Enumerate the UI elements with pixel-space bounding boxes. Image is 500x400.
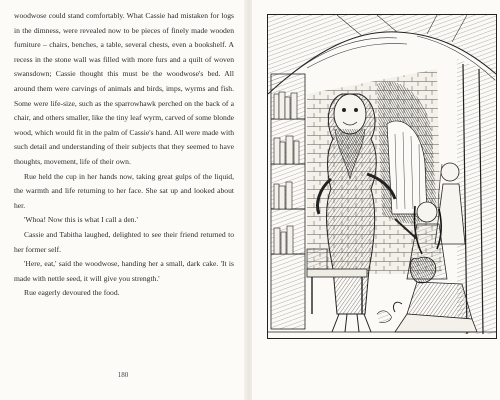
right-page [252,0,500,400]
paragraph: Rue eagerly devoured the food. [24,288,120,298]
paragraph: Rue held the cup in her hands now, taking great gulps of the liquid, the warmth and life returning to her face. She sat up and looked about her. [14,171,234,210]
page-number: 180 [117,371,129,379]
body-text [14,9,234,301]
paragraph: 'Here, eat,' said the woodwose, handing her a small, dark cake. 'It is made with nettle seed, it will give you strength.' [14,259,234,283]
left-page [0,0,246,400]
illustration [267,14,497,339]
paragraph: Cassie and Tabitha laughed, delighted to see their friend returned to her former self. [14,229,234,254]
bookshelf-drawing [271,74,305,329]
paragraph: woodwose could stand comfortably. What Cassie had mistaken for logs in the dimness, were revealed now to be pieces of finely made wooden furniture – chairs, benches, a table, several chests, even a bookshelf. A recess in the stone wall was filled with more furs and a quilt of woven swansdown; Cassie thought this must be the woodwose's bed. All around them were carvings of animals and birds, imps, wyrms and fish. Some were life-size, such as the sparrowhawk perched on the back of a chair, and others smaller, like the tiny leaf wyrm, carved of some blonde wood, which would fit in the palm of Cassie's hand. All were made with such detail and understanding of their subjects that they seemed to have thoughts, movement, life of their own. [14,11,234,166]
paragraph: 'Whoa! Now this is what I call a den.' [24,215,138,225]
